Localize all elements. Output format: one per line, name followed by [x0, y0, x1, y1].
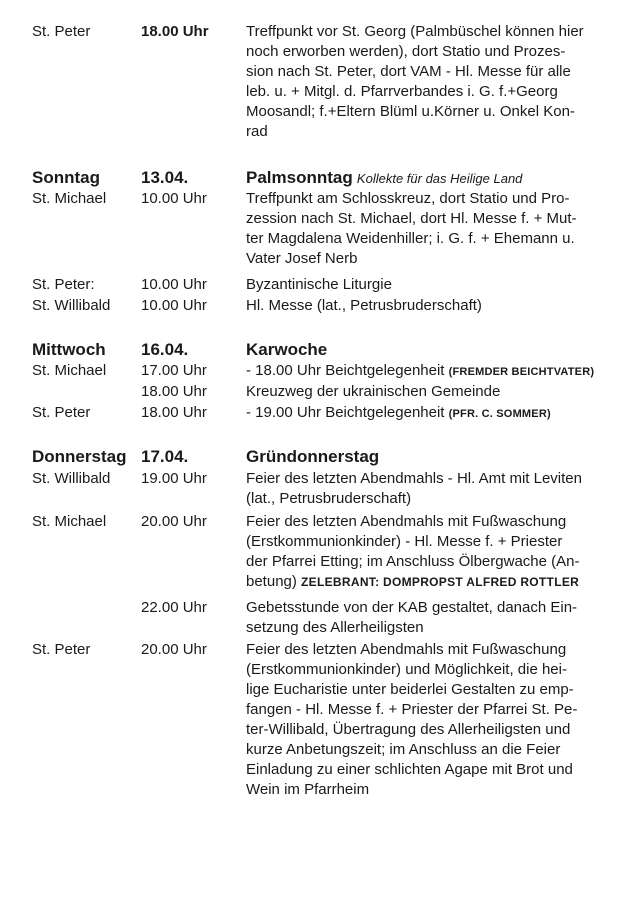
- entry-time: 17.00 Uhr: [141, 362, 207, 379]
- entry-description: Feier des letzten Abendmahls mit Fußwaschung (Erstkommunionkinder) - Hl. Messe f. + Priester der Pfarrei Etting; im Anschluss Ölbergwache (An- betung): [246, 513, 580, 590]
- confessor-note: (PFR. C. SOMMER): [448, 408, 551, 420]
- day-date: 13.04.: [141, 168, 189, 187]
- entry-place: St. Michael: [32, 362, 107, 379]
- entry-description: Kreuzweg der ukrainischen Gemeinde: [246, 383, 501, 400]
- entry-time: 18.00 Uhr: [141, 404, 207, 421]
- entry-time: 22.00 Uhr: [141, 599, 207, 616]
- entry-place: St. Michael: [32, 190, 107, 207]
- entry-description: Gebetsstunde von der KAB gestaltet, danach Ein- setzung des Allerheiligsten: [246, 599, 578, 636]
- entry-time: 10.00 Uhr: [141, 276, 207, 293]
- entry-place: St. Michael: [32, 513, 107, 530]
- entry-time: 19.00 Uhr: [141, 470, 207, 487]
- celebrant-note: ZELEBRANT: DOMPROPST ALFRED ROTTLER: [301, 575, 580, 589]
- entry-description: Byzantinische Liturgie: [246, 276, 392, 293]
- feast-title: Palmsonntag: [246, 168, 353, 187]
- day-date: 16.04.: [141, 340, 189, 359]
- entry-place: St. Peter: [32, 641, 91, 658]
- entry-time: 20.00 Uhr: [141, 513, 207, 530]
- entry-description: - 19.00 Uhr Beichtgelegenheit: [246, 404, 445, 421]
- feast-title: Gründonnerstag: [246, 447, 380, 466]
- confessor-note: (FREMDER BEICHTVATER): [448, 366, 595, 378]
- entry-time: 18.00 Uhr: [141, 383, 207, 400]
- entry-description: - 18.00 Uhr Beichtgelegenheit: [246, 362, 445, 379]
- entry-place: St. Willibald: [32, 297, 111, 314]
- entry-description: Hl. Messe (lat., Petrusbruderschaft): [246, 297, 482, 314]
- day-date: 17.04.: [141, 447, 189, 466]
- day-name: Mittwoch: [32, 340, 106, 359]
- entry-description: Feier des letzten Abendmahls - Hl. Amt mit Leviten (lat., Petrusbruderschaft): [246, 470, 582, 507]
- entry-time: 10.00 Uhr: [141, 190, 207, 207]
- entry-place: St. Peter: [32, 23, 91, 40]
- entry-description: Feier des letzten Abendmahls mit Fußwaschung (Erstkommunionkinder) und Möglichkeit, die hei- lige Eucharistie unter beiderlei Gestalten zu emp- fangen - Hl. Messe f. + Priester der Pfarrei St. Pe- ter-Willibald, Übertragung des Allerheiligsten und kurze Anbetungszeit; im Anschluss an die Feier Einladung zu einer schlichten Agape mit Brot und Wein im Pfarrheim: [246, 641, 578, 798]
- entry-description: Treffpunkt am Schlosskreuz, dort Statio und Pro- zession nach St. Michael, dort Hl. Messe f. + Mut- ter Magdalena Weidenhiller; i. G. f. + Ehemann u. Vater Josef Nerb: [246, 190, 577, 267]
- entry-time: 18.00 Uhr: [141, 23, 209, 40]
- entry-time: 10.00 Uhr: [141, 297, 207, 314]
- entry-place: St. Peter: [32, 404, 91, 421]
- entry-place: St. Willibald: [32, 470, 111, 487]
- entry-place: St. Peter:: [32, 276, 95, 293]
- collection-note: Kollekte für das Heilige Land: [356, 171, 523, 186]
- entry-time: 20.00 Uhr: [141, 641, 207, 658]
- feast-title: Karwoche: [246, 340, 328, 359]
- day-name: Sonntag: [32, 168, 100, 187]
- entry-description: Treffpunkt vor St. Georg (Palmbüschel können hier noch erworben werden), dort Statio und Prozes- sion nach St. Peter, dort VAM - Hl. Messe für alle leb. u. + Mitgl. d. Pfarrverbandes i. G. f.+Georg Moosandl; f.+Eltern Blüml u.Körner u. Onkel Kon- rad: [246, 23, 584, 140]
- day-name: Donnerstag: [32, 447, 127, 466]
